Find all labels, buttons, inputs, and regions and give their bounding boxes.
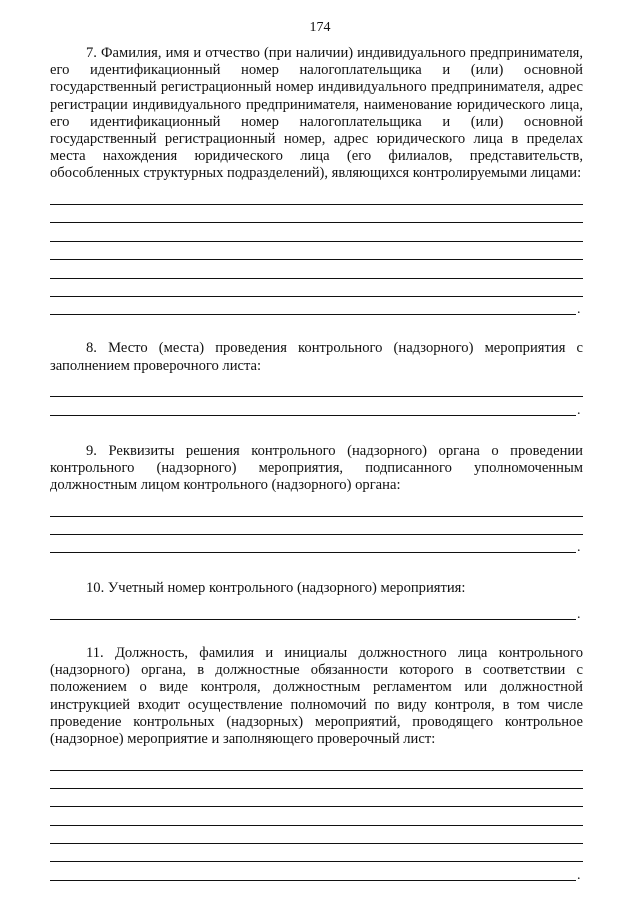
fill-line[interactable]: [50, 752, 583, 770]
section-7-fill-lines: [50, 187, 583, 316]
fill-line[interactable]: [50, 535, 581, 556]
section-9-text: 9. Реквизиты решения контрольного (надзорного) органа о проведении контрольного (надзорного) мероприятия, подписанного уполномоченным должностным лицом контрольного (надзорного) органа:: [50, 442, 583, 493]
fill-line[interactable]: [50, 807, 583, 825]
line-end-mark: .: [577, 606, 581, 622]
line-end-mark: .: [577, 540, 581, 556]
fill-line[interactable]: [50, 602, 581, 622]
section-7: [50, 45, 583, 318]
line-end-mark: .: [577, 867, 581, 883]
fill-line[interactable]: [50, 862, 581, 883]
document-body: [50, 45, 583, 881]
fill-line[interactable]: [50, 242, 583, 260]
section-10-text: 10. Учетный номер контрольного (надзорного) мероприятия:: [86, 580, 466, 597]
fill-line[interactable]: [50, 844, 583, 862]
fill-line[interactable]: [50, 517, 583, 535]
fill-line[interactable]: [50, 789, 583, 807]
line-end-mark: .: [577, 302, 581, 318]
section-9: [50, 443, 583, 554]
fill-line[interactable]: [50, 498, 583, 516]
fill-line[interactable]: [50, 223, 583, 241]
section-8: [50, 340, 583, 418]
fill-line[interactable]: [50, 297, 581, 318]
fill-line[interactable]: [50, 379, 583, 397]
section-11-fill-lines: [50, 752, 583, 881]
fill-line[interactable]: [50, 260, 583, 278]
line-end-mark: .: [577, 402, 581, 418]
fill-line[interactable]: [50, 826, 583, 844]
section-8-fill-lines: [50, 379, 583, 416]
section-11: [50, 645, 583, 881]
section-10: [50, 580, 583, 620]
section-7-text: 7. Фамилия, имя и отчество (при наличии) индивидуального предпринимателя, его идентификационный номер налогоплательщика и (или) основной государственный регистрационный номер индивидуального предпринимателя, адрес регистрации индивидуального предпринимателя, наименование юридического лица, его идентификационный номер налогоплательщика и (или) основной государственный регистрационный номер, адрес юридического лица в пределах места нахождения юридического лица (его филиалов, представительств, обособленных структурных подразделений), являющихся контролируемыми лицами:: [50, 45, 583, 182]
section-10-fill-lines: [50, 602, 583, 620]
section-8-text: 8. Место (места) проведения контрольного (надзорного) мероприятия с заполнением проверочного листа:: [50, 340, 583, 374]
fill-line[interactable]: [50, 187, 583, 205]
fill-line[interactable]: [50, 397, 581, 418]
section-11-text: 11. Должность, фамилия и инициалы должностного лица контрольного (надзорного) органа, в должностные обязанности которого в соответствии с положением о виде контроля, должностным регламентом или должностной инструкцией входит осуществление полномочий по виду контроля, в том числе проведение контрольных (надзорных) мероприятий, проводящего контрольное (надзорное) мероприятие и заполняющего проверочный лист:: [50, 644, 583, 747]
fill-line[interactable]: [50, 279, 583, 297]
section-9-fill-lines: [50, 498, 583, 556]
fill-line[interactable]: [50, 205, 583, 223]
page-number: 174: [309, 20, 331, 35]
fill-line[interactable]: [50, 771, 583, 789]
